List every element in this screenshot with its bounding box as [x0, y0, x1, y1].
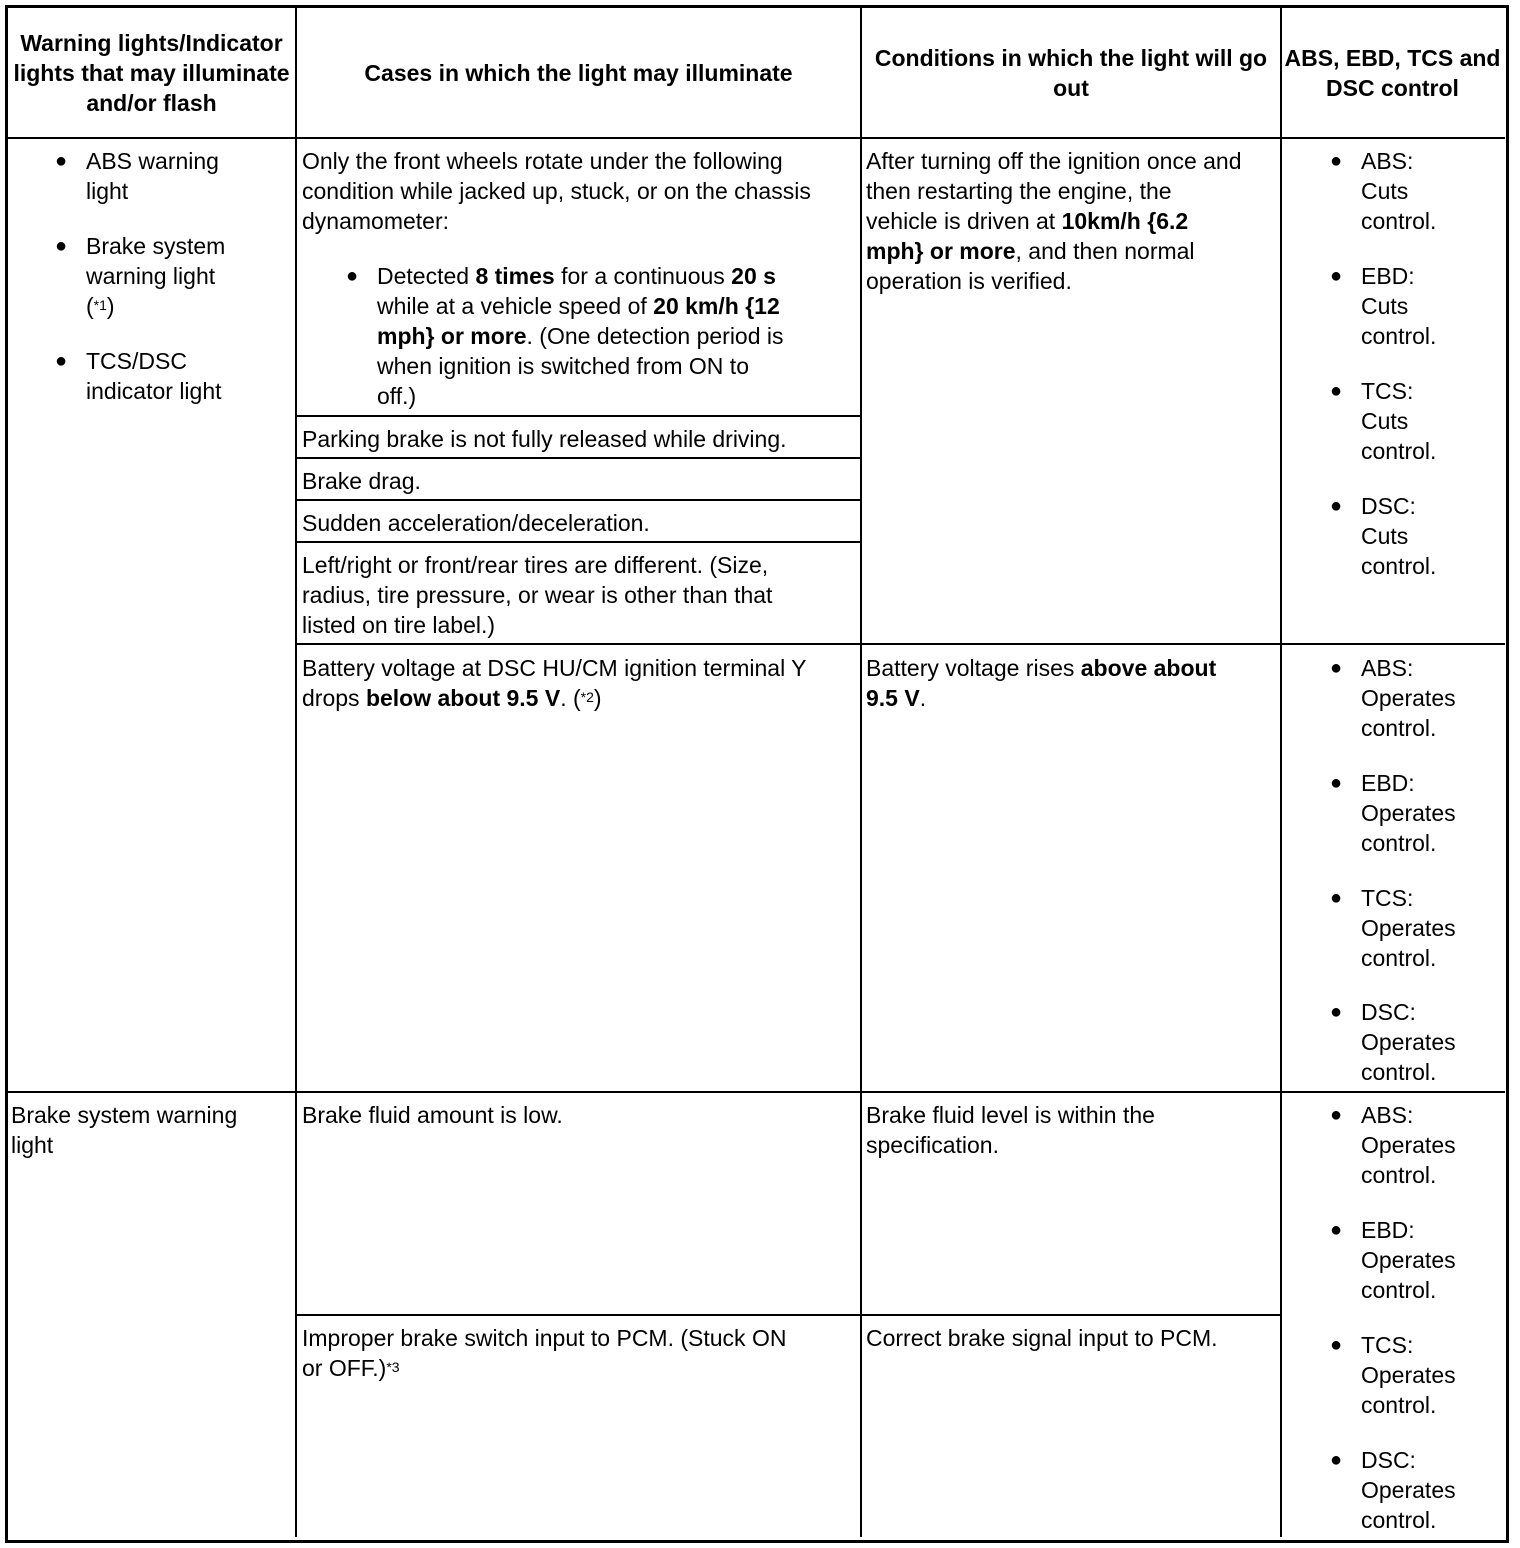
bullet-icon: ● — [1330, 657, 1343, 679]
case-battery-voltage: Battery voltage at DSC HU/CM ignition terminal Y drops below about 9.5 V. ($^{*2}$) — [302, 655, 807, 711]
bullet-icon: ● — [1330, 1449, 1343, 1471]
case-brake-switch: Improper brake switch input to PCM. (Stuck ON or OFF.)$^{*3}$ — [302, 1325, 787, 1381]
bullet-icon: ● — [1330, 150, 1343, 172]
col-divider-3 — [1280, 6, 1282, 1537]
bullet-icon: ● — [346, 265, 359, 287]
col-divider-2 — [860, 6, 862, 1537]
control-ebd-cuts: ● EBD: Cuts control. — [1330, 263, 1437, 349]
control-tcs-cuts: ● TCS: Cuts control. — [1330, 378, 1437, 464]
bullet-icon: ● — [1330, 265, 1343, 287]
control-abs-cuts: ● ABS: Cuts control. — [1330, 148, 1437, 234]
header-control: ABS, EBD, TCS and DSC control — [1284, 44, 1501, 101]
control-abs-operates: ● ABS: Operates control. — [1330, 655, 1456, 741]
case-divider-5 — [296, 643, 1505, 645]
bullet-icon: ● — [1330, 1001, 1343, 1023]
bullet-icon: ● — [1330, 1104, 1343, 1126]
case-sudden-accel: Sudden acceleration/deceleration. — [302, 510, 650, 536]
control2-ebd-operates: ● EBD: Operates control. — [1330, 1217, 1456, 1303]
case-divider-2 — [296, 457, 860, 459]
control-dsc-cuts: ● DSC: Cuts control. — [1330, 493, 1437, 579]
header-divider — [6, 137, 1505, 139]
goout-restart: After turning off the ignition once and then restarting the engine, the vehicle is driven at 10km/h {6.2 mph} or more, and then normal operation is verified. — [866, 148, 1242, 294]
bullet-icon: ● — [1330, 1219, 1343, 1241]
footnote-ref: *3 — [386, 1359, 400, 1375]
group-divider — [6, 1091, 1505, 1093]
bullet-icon: ● — [55, 350, 68, 372]
case-jacked-up-detail: ● Detected 8 times for a continuous 20 s while at a vehicle speed of 20 km/h {12 mph} or more. (One detection period is when ignition is switched from ON to off.) — [346, 263, 784, 409]
footnote-ref: *1 — [93, 297, 107, 313]
bullet-icon: ● — [55, 235, 68, 257]
case-tires-different: Left/right or front/rear tires are different. (Size, radius, tire pressure, or wear is other than that listed on tire label.) — [302, 552, 773, 638]
light-item-abs: ● ABS warning light — [55, 148, 219, 204]
control2-abs-operates: ● ABS: Operates control. — [1330, 1102, 1456, 1188]
light-item-brake-system: ● Brake system warning light ($^{*1}$) — [55, 233, 226, 319]
case-brake-drag: Brake drag. — [302, 468, 421, 494]
bullet-icon: ● — [1330, 1334, 1343, 1356]
bullet-icon: ● — [1330, 495, 1343, 517]
goout-brake-signal: Correct brake signal input to PCM. — [866, 1325, 1218, 1351]
control-ebd-operates: ● EBD: Operates control. — [1330, 770, 1456, 856]
col-divider-1 — [295, 6, 297, 1537]
header-cases: Cases in which the light may illuminate — [364, 59, 793, 86]
bullet-icon: ● — [1330, 887, 1343, 909]
case-brake-fluid-low: Brake fluid amount is low. — [302, 1102, 563, 1128]
header-conditions: Conditions in which the light will go out — [874, 44, 1268, 101]
bullet-icon: ● — [1330, 380, 1343, 402]
case-jacked-up: Only the front wheels rotate under the following condition while jacked up, stuck, or on the chassis dynamometer: — [302, 148, 811, 234]
light-item-tcs-dsc: ● TCS/DSC indicator light — [55, 348, 222, 404]
goout-brake-fluid: Brake fluid level is within the specification. — [866, 1102, 1155, 1158]
header-warning-lights: Warning lights/Indicator lights that may illuminate and/or flash — [13, 29, 290, 116]
bullet-icon: ● — [55, 150, 68, 172]
case-divider-4 — [296, 541, 860, 543]
case-divider-1 — [296, 415, 860, 417]
goout-battery-voltage: Battery voltage rises above about 9.5 V. — [866, 655, 1217, 711]
control2-tcs-operates: ● TCS: Operates control. — [1330, 1332, 1456, 1418]
bullet-icon: ● — [1330, 772, 1343, 794]
case-parking-brake: Parking brake is not fully released while driving. — [302, 426, 787, 452]
case-divider-6 — [296, 1314, 1281, 1316]
case-divider-3 — [296, 499, 860, 501]
control-tcs-operates: ● TCS: Operates control. — [1330, 885, 1456, 971]
light-brake-system-warning: Brake system warning light — [11, 1102, 238, 1158]
control2-dsc-operates: ● DSC: Operates control. — [1330, 1447, 1456, 1533]
control-dsc-operates: ● DSC: Operates control. — [1330, 999, 1456, 1085]
footnote-ref: *2 — [580, 689, 594, 705]
